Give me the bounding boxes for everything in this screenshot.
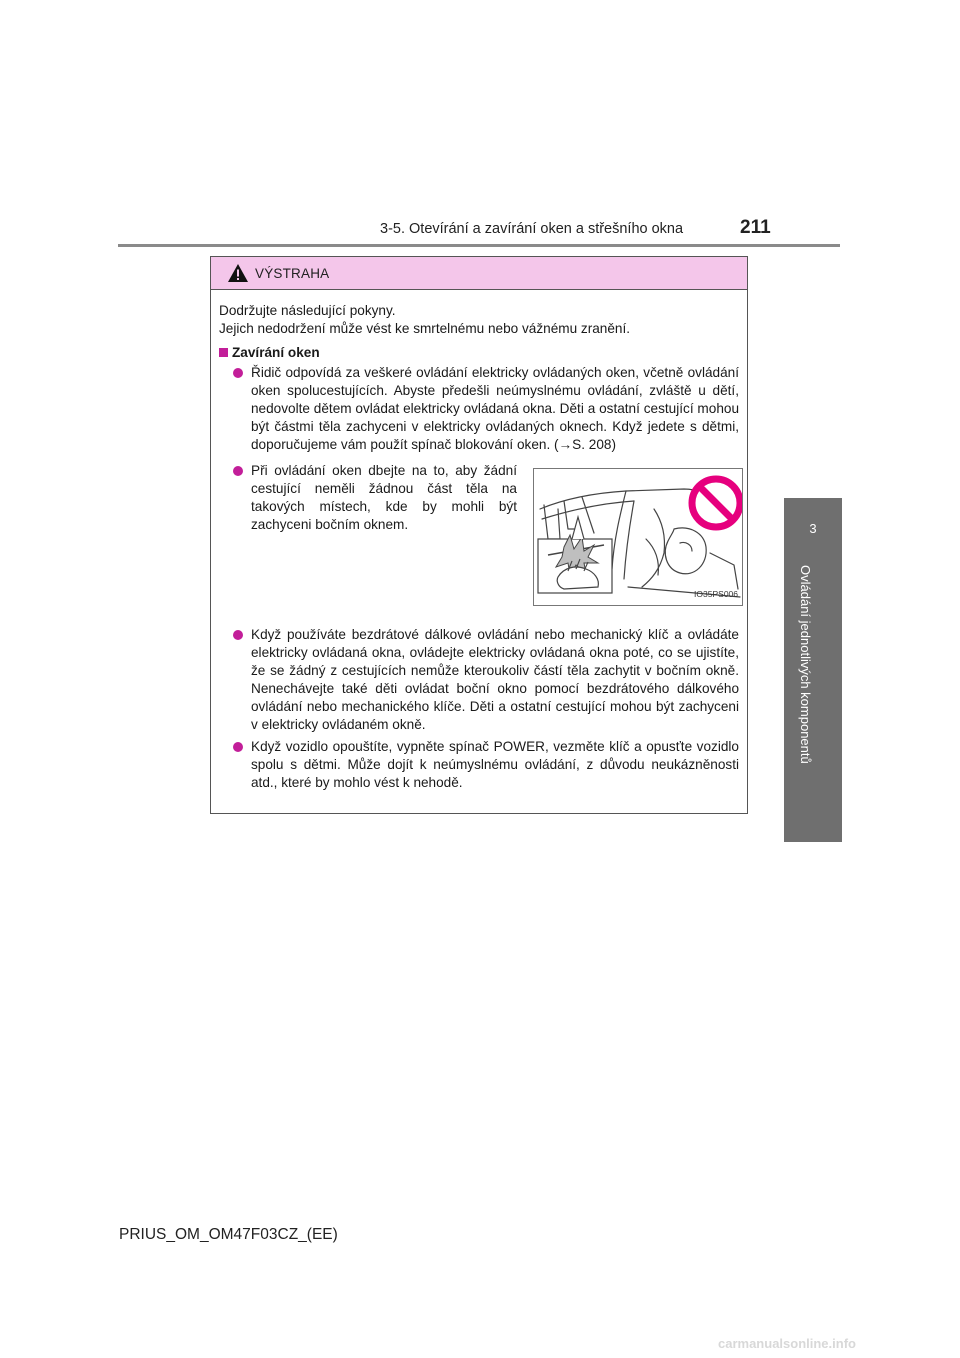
warning-item [229,626,739,734]
manual-code: PRIUS_OM_OM47F03CZ_(EE) [119,1226,338,1243]
figure-code: IO35PS006 [694,589,738,599]
warning-box [210,256,748,814]
section-heading [219,344,739,362]
warning-item-text: Když vozidlo opouštíte, vypněte spínač POWER, vezměte klíč a opusťte vozidlo spolu s dětmi. Může dojít k neúmyslnému ovládání, z důvodu neukázněnosti atd., které by mohlo vést k nehodě. [251,739,739,790]
bullet-dot-icon [233,368,243,378]
warning-triangle-icon [227,263,249,283]
section-heading-text: Zavírání oken [232,345,320,360]
section-title: 3-5. Otevírání a zavírání oken a střešního okna [380,221,684,237]
warning-item-text: Když používáte bezdrátové dálkové ovládání nebo mechanický klíč a ovládáte elektricky ovládaná okna, ovládejte elektricky ovládaná okna poté, co se ujistíte, že se žádný z cestujících nemůže kteroukoliv částí těla zachytit v bočním okně. Nenechávejte také děti ovládat boční okno pomocí bezdrátového dálkového ovládání nebo mechanického klíče. Děti a ostatní cestující mohou být zachyceni v elektricky ovládaném okně. [251,627,739,732]
square-bullet-icon [219,348,228,357]
warning-item-text: Při ovládání oken dbejte na to, aby žádní cestující neměli žádnou část těla na takových místech, kde by mohli být zachyceni bočním oknem. [251,463,517,532]
warning-header [211,257,747,290]
chapter-tab: 3 [784,498,842,558]
warning-item [229,462,517,534]
warning-item [229,364,739,454]
warning-intro [219,302,739,338]
intro-line: Jejich nedodržení může vést ke smrtelnému nebo vážnému zranění. [219,321,631,336]
chapter-side-bar [784,558,842,842]
bullet-dot-icon [233,466,243,476]
header-rule [118,244,840,247]
bullet-dot-icon [233,742,243,752]
warning-body [211,290,747,792]
warning-item-text: Řidič odpovídá za veškeré ovládání elektricky ovládaných oken, včetně ovládání oken spolucestujících. Abyste předešli neúmyslnému ovládání, zvláště u dětí, nedovolte dětem ovládat elektricky ovládaná okna. Děti a ostatní cestující mohou být částmi těla zachyceni v elektricky ovládaných oknech. Když jedete s dětmi, doporučujeme vám použít spínač blokování oken. (→S. 208) [251,365,739,452]
prohibition-sign-icon [692,479,740,527]
chapter-title: Ovládání jednotlivých komponentů [798,565,813,764]
intro-line: Dodržujte následující pokyny. [219,303,396,318]
warning-item-with-figure [219,462,739,622]
page-number: 211 [740,217,771,238]
bullet-dot-icon [233,630,243,640]
illustration-window-hand [533,468,743,606]
warning-label: VÝSTRAHA [255,265,330,281]
watermark: carmanualsonline.info [718,1336,856,1351]
warning-item [229,738,739,792]
